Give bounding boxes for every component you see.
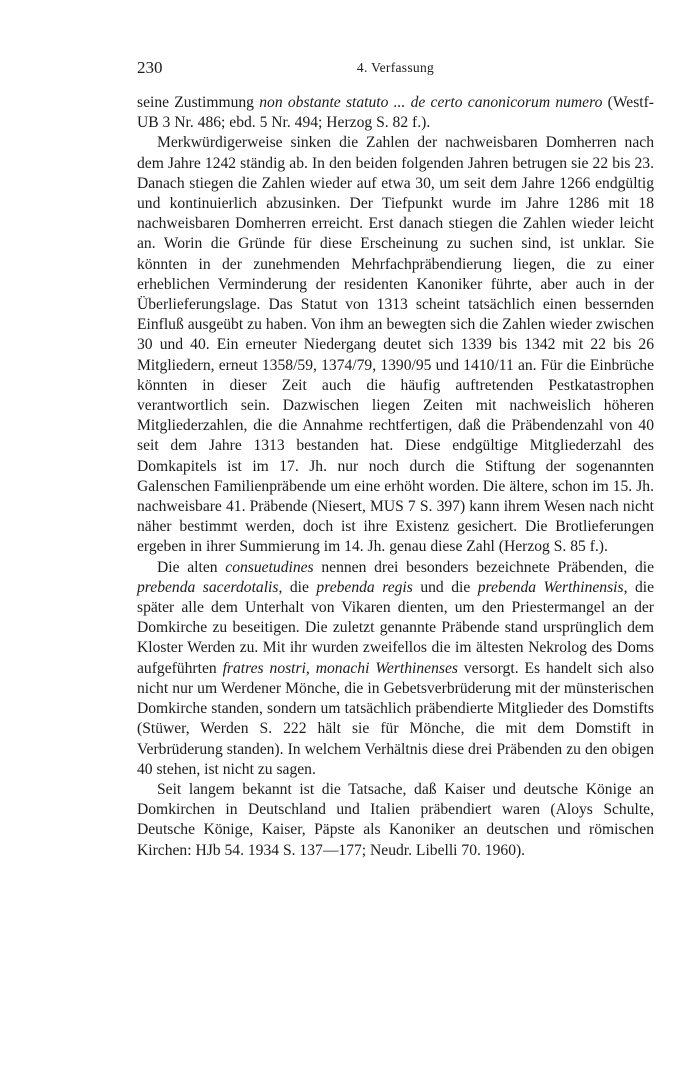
running-head: 4. Verfassung	[356, 60, 435, 75]
text-run: und die	[412, 578, 478, 596]
page-number: 230	[137, 58, 163, 77]
italic-phrase: fratres nostri, monachi Werthinenses	[222, 659, 458, 677]
page-header	[137, 58, 654, 82]
italic-phrase: consuetudines	[225, 558, 314, 576]
text-run: seine Zustimmung	[137, 94, 260, 111]
body-text	[137, 93, 654, 861]
italic-phrase: non obstante statuto ... de certo canonicorum numero	[259, 94, 603, 111]
paragraph-2	[137, 133, 654, 557]
text-run: Seit langem bekannt ist die Tatsache, daß Kaiser und deutsche Könige an Domkirchen in Deutschland und Italien präbendiert waren (Aloys Schulte, Deutsche Könige, Kaiser, Päpste als Kanoniker an deutschen und römischen Kirchen: HJb 54. 1934 S. 137—177; Neudr. Libelli 70. 1960).	[137, 780, 654, 859]
text-run: , die	[278, 578, 317, 596]
text-run: nennen drei besonders bezeichnete Präbenden, die	[313, 558, 654, 576]
text-run: , die später alle dem Unterhalt von Vikaren dienten, um den Priestermangel an der Domkirche zu beseitigen. Die zuletzt genannte Präbende stand ursprünglich dem Kloster Werden zu. Mit ihr wurden zweifellos die im ältesten Nekrolog des Doms aufgeführten	[137, 578, 655, 677]
italic-phrase: prebenda regis	[316, 578, 413, 596]
text-run: versorgt. Es handelt sich also nicht nur um Werdener Mönche, die in Gebetsverbrüderung mit der münsterischen Domkirche standen, sondern um tatsächlich präbendierte Mitglieder des Domstifts (Stüwer, Werden S. 222 hält sie für Mönche, die mit dem Domstift in Verbrüderung standen). In welchem Verhältnis diese drei Präbenden zu den obigen 40 stehen, ist nicht zu sagen.	[137, 659, 655, 778]
text-run: Merkwürdigerweise sinken die Zahlen der nachweisbaren Domherren nach dem Jahre 1242 ständig ab. In den beiden folgenden Jahren betrugen sie 22 bis 23. Danach stiegen die Zahlen wieder auf etwa 30, um seit dem Jahre 1266 endgültig und kontinuierlich abzusinken. Der Tiefpunkt wurde im Jahre 1286 mit 18 nachweisbaren Domherren erreicht. Erst danach stiegen die Zahlen wieder leicht an. Worin die Gründe für diese Erscheinung zu suchen sind, ist unklar. Sie könnten in der zunehmenden Mehrfachpräbendierung liegen, die zu einer erheblichen Verminderung der residenten Kanoniker führte, aber auch in der Überlieferungslage. Das Statut von 1313 scheint tatsächlich einen bessernden Einfluß ausgeübt zu haben. Von ihm an bewegten sich die Zahlen wieder zwischen 30 und 40. Ein erneuter Niedergang deutet sich 1339 bis 1342 mit 22 bis 26 Mitgliedern, erneut 1358/59, 1374/79, 1390/95 und 1410/11 an. Für die Einbrüche könnten in dieser Zeit auch die häufig auftretenden Pestkatastrophen verantwortlich sein. Dazwischen liegen Zeiten mit nachweislich höheren Mitgliederzahlen, die die Annahme rechtfertigen, daß die Präbendenzahl von 40 seit dem Jahre 1313 bestanden hat. Diese endgültige Mitgliederzahl des Domkapitels ist im 17. Jh. nur noch durch die Stiftung der sogenannten Galenschen Familienpräbende um eine erhöht worden. Die ältere, schon im 15. Jh. nachweisbare 41. Präbende (Niesert, MUS 7 S. 397) kann ihrem Wesen nach nicht näher bestimmt werden, doch ist ihre Existenz gesichert. Die Brotlieferungen ergeben in ihrer Summierung im 14. Jh. genau diese Zahl (Herzog S. 85 f.).	[137, 134, 654, 556]
paragraph-4	[137, 780, 654, 861]
italic-phrase: prebenda sacerdotalis	[137, 578, 279, 596]
paragraph-3	[137, 558, 654, 780]
italic-phrase: prebenda Werthinensis	[477, 578, 624, 596]
text-run: (Westf-UB 3 Nr. 486; ebd. 5 Nr. 494; Herzog S. 82 f.).	[137, 94, 654, 132]
text-run: Die alten	[157, 558, 226, 576]
paragraph-1	[137, 93, 654, 133]
